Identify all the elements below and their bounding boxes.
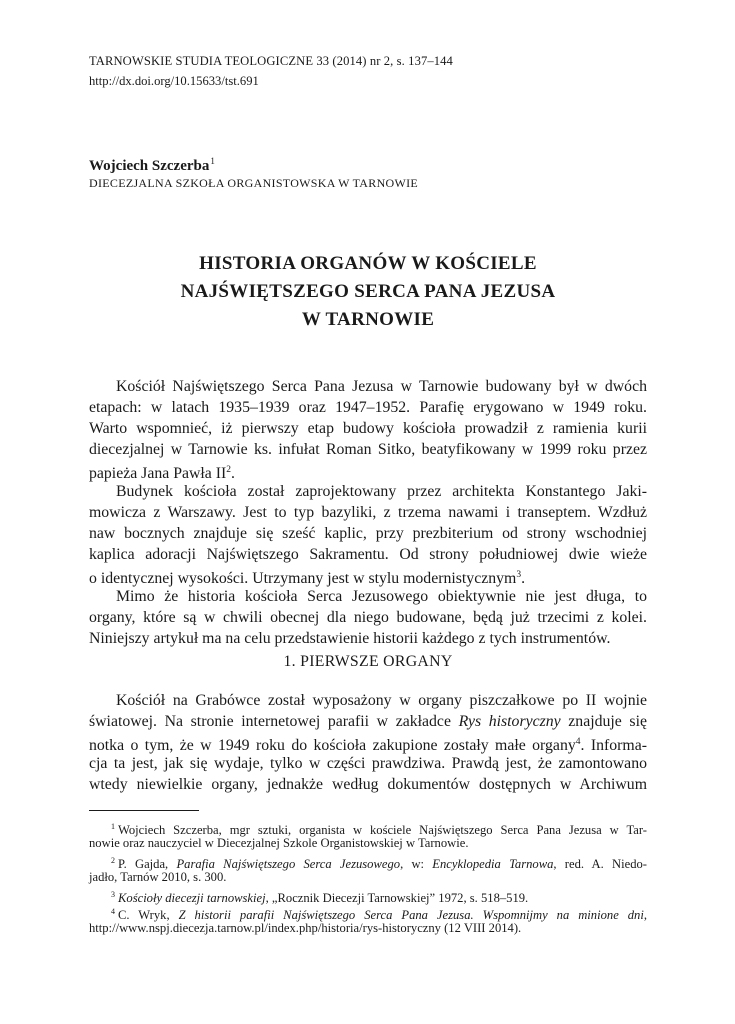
footnote-text: , red. A. Niedo- xyxy=(553,857,647,871)
section-heading: 1. PIERWSZE ORGANY xyxy=(283,653,453,670)
article-title-line-2: NAJŚWIĘTSZEGO SERCA PANA JEZUSA xyxy=(180,281,556,302)
body-line: wtedy niewielkie organy, jednakże według dokumentów dostępnych w Archiwum xyxy=(89,776,647,793)
footnote-2-line: jadło, Tarnów 2010, s. 300. xyxy=(89,870,227,884)
footnote-text: , w: xyxy=(400,857,433,871)
footnote-number: 3 xyxy=(111,890,115,899)
author-name xyxy=(89,151,215,176)
footnote-number: 1 xyxy=(111,822,115,831)
footnote-italic: Z historii parafii Najświętszego Serca Pana Jezusa. Wspomnijmy na minione dni xyxy=(178,908,644,922)
footnote-ref[interactable]: 3 xyxy=(516,570,522,580)
footnote-text: , „Rocznik Diecezji Tarnowskiej” 1972, s. 518–519. xyxy=(265,891,529,905)
body-line: Kościół Najświętszego Serca Pana Jezusa w Tarnowie budowany był w dwóch xyxy=(116,378,647,395)
body-text: . xyxy=(521,570,526,587)
body-text: papieża Jana Pawła II xyxy=(89,465,227,482)
article-title-line-3: W TARNOWIE xyxy=(301,309,435,330)
footnote-ref[interactable]: 2 xyxy=(226,465,232,475)
body-line: kaplica adoracji Najświętszego Sakramentu. Od strony południowej dwie wieże xyxy=(89,546,647,563)
body-line: Budynek kościoła został zaprojektowany przez architekta Konstantego Jaki- xyxy=(116,483,647,500)
footnote-number: 2 xyxy=(111,856,115,865)
body-line: Mimo że historia kościoła Serca Jezusowego obiektywnie nie jest długa, to xyxy=(116,588,647,605)
footnote-divider xyxy=(89,810,199,811)
body-line xyxy=(89,711,647,732)
body-text: . xyxy=(231,465,235,482)
body-line: cja ta jest, jak się wydaje, tylko w części prawdziwa. Prawdą jest, że zamontowano xyxy=(89,755,647,772)
footnote-text: C. Wryk, xyxy=(118,908,179,922)
body-line: Warto wspomnieć, iż pierwszy etap budowy kościoła prowadził z ramienia kurii xyxy=(89,420,647,437)
footnote-italic: Kościoły diecezji tarnowskiej xyxy=(118,891,266,905)
body-line: naw bocznych znajduje się sześć kaplic, przy prezbiterium od strony wschodniej xyxy=(89,525,647,542)
footnote-ref[interactable]: 4 xyxy=(575,737,581,747)
body-text: znajduje się xyxy=(560,713,647,730)
body-text: światowej. Na stronie internetowej parafii w zakładce xyxy=(89,713,459,730)
footnote-text: P. Gajda, xyxy=(118,857,177,871)
body-line: Kościół na Grabówce został wyposażony w organy piszczałkowe po II wojnie xyxy=(116,692,647,709)
footnote-text: Wojciech Szczerba, mgr sztuki, organista w kościele Najświętszego Serca Pana Jezusa w Tar- xyxy=(118,823,647,837)
body-line: mowicza z Warszawy. Jest to typ bazyliki, z trzema nawami i transeptem. Wzdłuż xyxy=(89,504,647,521)
journal-header: TARNOWSKIE STUDIA TEOLOGICZNE 33 (2014) nr 2, s. 137–144 xyxy=(89,54,453,68)
body-text: o identycznej wysokości. Utrzymany jest w stylu modernistycznym xyxy=(89,570,517,587)
footnote-url[interactable]: http://www.nspj.diecezja.tarnow.pl/index.php/historia/rys-historyczny (12 VIII 2014). xyxy=(89,921,522,935)
body-line: organy, które są w chwili obecnej dla niego budowane, będą już trzecimi z kolei. xyxy=(89,609,647,626)
footnote-text: , xyxy=(643,908,647,922)
body-italic-text: Rys historyczny xyxy=(458,713,561,730)
author-name-text: Wojciech Szczerba xyxy=(89,158,210,174)
footnote-italic: Encyklopedia Tarnowa xyxy=(432,857,554,871)
author-footnote-mark: 1 xyxy=(210,156,215,166)
footnote-number: 4 xyxy=(111,907,115,916)
body-line: diecezjalnej w Tarnowie ks. infułat Roman Sitko, beatyfikowany w 1999 roku przez xyxy=(89,441,647,458)
doi-link[interactable]: http://dx.doi.org/10.15633/tst.691 xyxy=(89,74,259,88)
author-affiliation: DIECEZJALNA SZKOŁA ORGANISTOWSKA W TARNOWIE xyxy=(89,176,419,190)
article-title-line-1: HISTORIA ORGANÓW W KOŚCIELE xyxy=(199,253,537,274)
footnote-1-line: nowie oraz nauczyciel w Diecezjalnej Szkole Organistowskiej w Tarnowie. xyxy=(89,836,469,850)
footnote-italic: Parafia Najświętszego Serca Jezusowego xyxy=(176,857,401,871)
body-line: Niniejszy artykuł ma na celu przedstawienie historii każdego z tych instrumentów. xyxy=(89,630,611,647)
body-line: etapach: w latach 1935–1939 oraz 1947–1952. Parafię erygowano w 1949 roku. xyxy=(89,399,647,416)
body-text: notka o tym, że w 1949 roku do kościoła zakupione zostały małe organy xyxy=(89,737,576,754)
body-text: . Informa- xyxy=(580,737,647,754)
